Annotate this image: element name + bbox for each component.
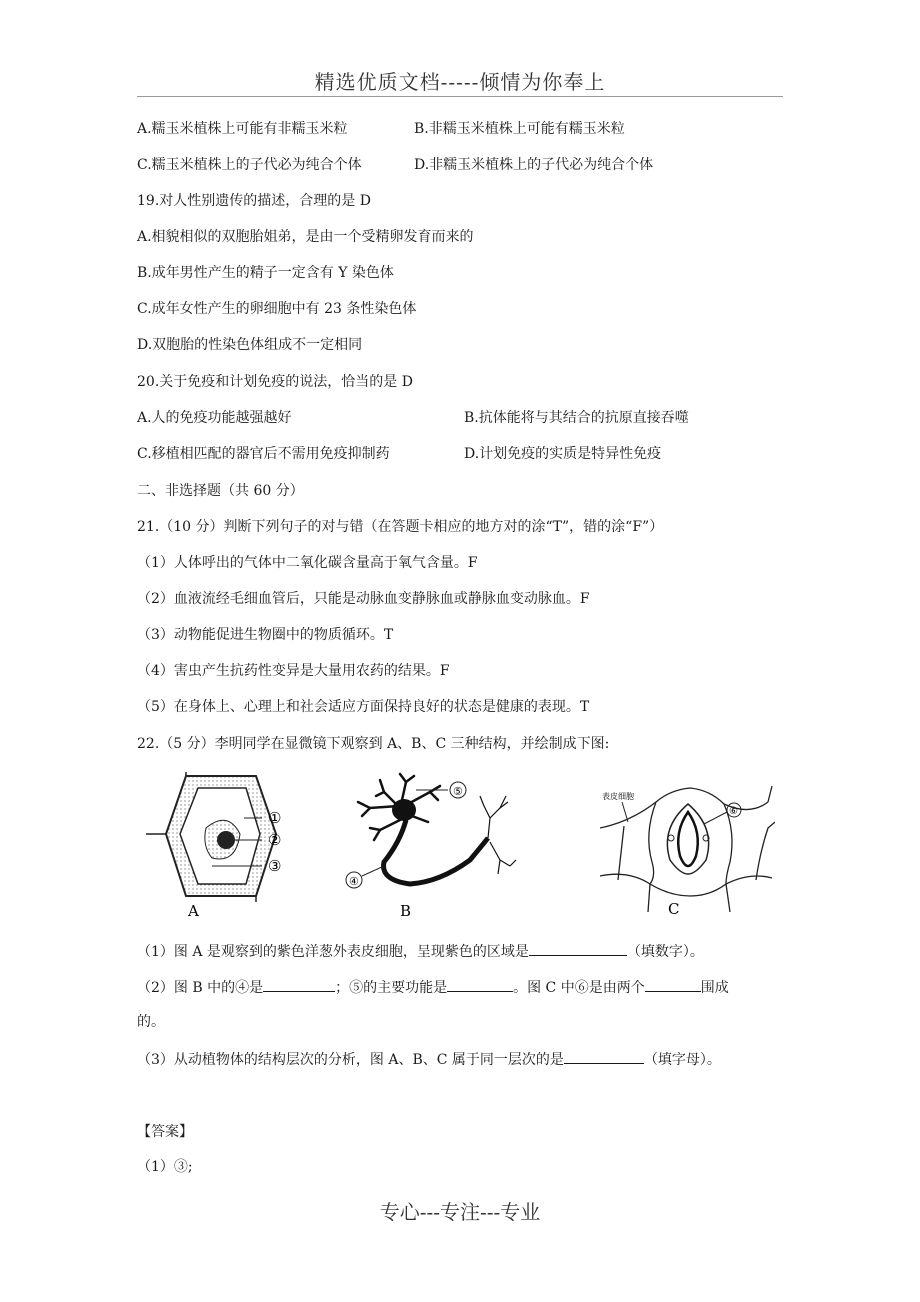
label-epidermal-cell: 表皮细胞 <box>602 792 634 801</box>
q21-item-1: （1）人体呼出的气体中二氧化碳含量高于氧气含量。F <box>137 555 478 571</box>
q22-sub-3-text: （3）从动植物体的结构层次的分析，图 A、B、C 属于同一层次的是 <box>137 1052 564 1068</box>
figure-a <box>144 772 304 920</box>
q22-sub-2-mid2: 。图 C 中⑥是由两个 <box>513 980 645 996</box>
label-6: ⑥ <box>729 806 738 817</box>
nucleus <box>217 831 235 849</box>
figure-c <box>600 772 775 920</box>
q18-option-a: A.糯玉米植株上可能有非糯玉米粒 <box>137 121 348 137</box>
q19-stem: 19.对人性别遗传的描述，合理的是 D <box>137 193 371 209</box>
q19-option-d: D.双胞胎的性染色体组成不一定相同 <box>137 337 363 353</box>
q18-option-c: C.糯玉米植株上的子代必为纯合个体 <box>137 157 362 173</box>
q21-item-2: （2）血液流经毛细血管后，只能是动脉血变静脉血或静脉血变动脉血。F <box>137 591 590 607</box>
answer-blank-5[interactable] <box>564 1049 644 1064</box>
q22-sub-2 <box>137 977 729 998</box>
figure-b <box>340 772 530 920</box>
header-divider <box>137 96 783 97</box>
figure-a-drawing <box>144 772 304 920</box>
figure-a-caption: A <box>188 902 199 920</box>
answer-blank-3[interactable] <box>447 977 513 992</box>
figure-b-caption: B <box>400 902 412 920</box>
answer-blank-4[interactable] <box>645 977 701 992</box>
label-3: ③ <box>268 857 282 875</box>
q19-option-b: B.成年男性产生的精子一定含有 Y 染色体 <box>137 265 394 281</box>
q22-sub-2-continued: 的。 <box>137 1014 165 1030</box>
answer-heading: 【答案】 <box>137 1124 193 1140</box>
cell-body <box>392 799 416 821</box>
q21-item-5: （5）在身体上、心理上和社会适应方面保持良好的状态是健康的表现。T <box>137 699 590 715</box>
q22-sub-2-text: （2）图 B 中的④是 <box>137 980 264 996</box>
q20-option-d: D.计划免疫的实质是特异性免疫 <box>464 446 662 462</box>
q21-stem: 21.（10 分）判断下列句子的对与错（在答题卡相应的地方对的涂“T”，错的涂“F”） <box>137 519 664 535</box>
figure-b-drawing <box>340 772 530 920</box>
answer-blank-1[interactable] <box>529 941 627 956</box>
q18-option-b: B.非糯玉米植株上可能有糯玉米粒 <box>414 121 625 137</box>
q22-sub-1-suffix: （填数字）。 <box>626 944 704 960</box>
q18-option-d: D.非糯玉米植株上的子代必为纯合个体 <box>414 157 654 173</box>
q22-stem: 22.（5 分）李明同学在显微镜下观察到 A、B、C 三种结构，并绘制成下图: <box>137 736 610 752</box>
section-heading: 二、非选择题（共 60 分） <box>137 483 304 499</box>
q22-sub-1-text: （1）图 A 是观察到的紫色洋葱外表皮细胞，呈现紫色的区域是 <box>137 944 529 960</box>
label-4: ④ <box>349 875 359 888</box>
answer-blank-2[interactable] <box>263 977 335 992</box>
page-header: 精选优质文档-----倾情为你奉上 <box>314 70 606 94</box>
q22-sub-2-mid: ；⑤的主要功能是 <box>335 980 448 996</box>
q20-option-c: C.移植相匹配的器官后不需用免疫抑制药 <box>137 446 390 462</box>
q22-sub-3 <box>137 1049 721 1070</box>
q21-item-4: （4）害虫产生抗药性变异是大量用农药的结果。F <box>137 663 450 679</box>
q20-stem: 20.关于免疫和计划免疫的说法，恰当的是 D <box>137 374 413 390</box>
q22-sub-3-suffix: （填字母）。 <box>643 1052 721 1068</box>
label-2: ② <box>268 831 282 849</box>
q19-option-a: A.相貌相似的双胞胎姐弟，是由一个受精卵发育而来的 <box>137 229 474 245</box>
label-5: ⑤ <box>453 785 463 798</box>
axon-terminals <box>480 796 516 874</box>
q20-option-a: A.人的免疫功能越强越好 <box>137 410 292 426</box>
q22-sub-2-suffix: 围成 <box>700 980 729 996</box>
q19-option-c: C.成年女性产生的卵细胞中有 23 条性染色体 <box>137 301 417 317</box>
q22-sub-1 <box>137 941 704 962</box>
axon <box>384 820 488 884</box>
figure-c-drawing <box>600 772 775 920</box>
page-footer: 专心---专注---专业 <box>379 1200 541 1224</box>
q21-item-3: （3）动物能促进生物圈中的物质循环。T <box>137 627 394 643</box>
figure-c-caption: C <box>668 900 680 918</box>
label-1: ① <box>268 809 282 827</box>
q20-option-b: B.抗体能将与其结合的抗原直接吞噬 <box>464 410 689 426</box>
answer-1: （1）③; <box>137 1159 193 1175</box>
